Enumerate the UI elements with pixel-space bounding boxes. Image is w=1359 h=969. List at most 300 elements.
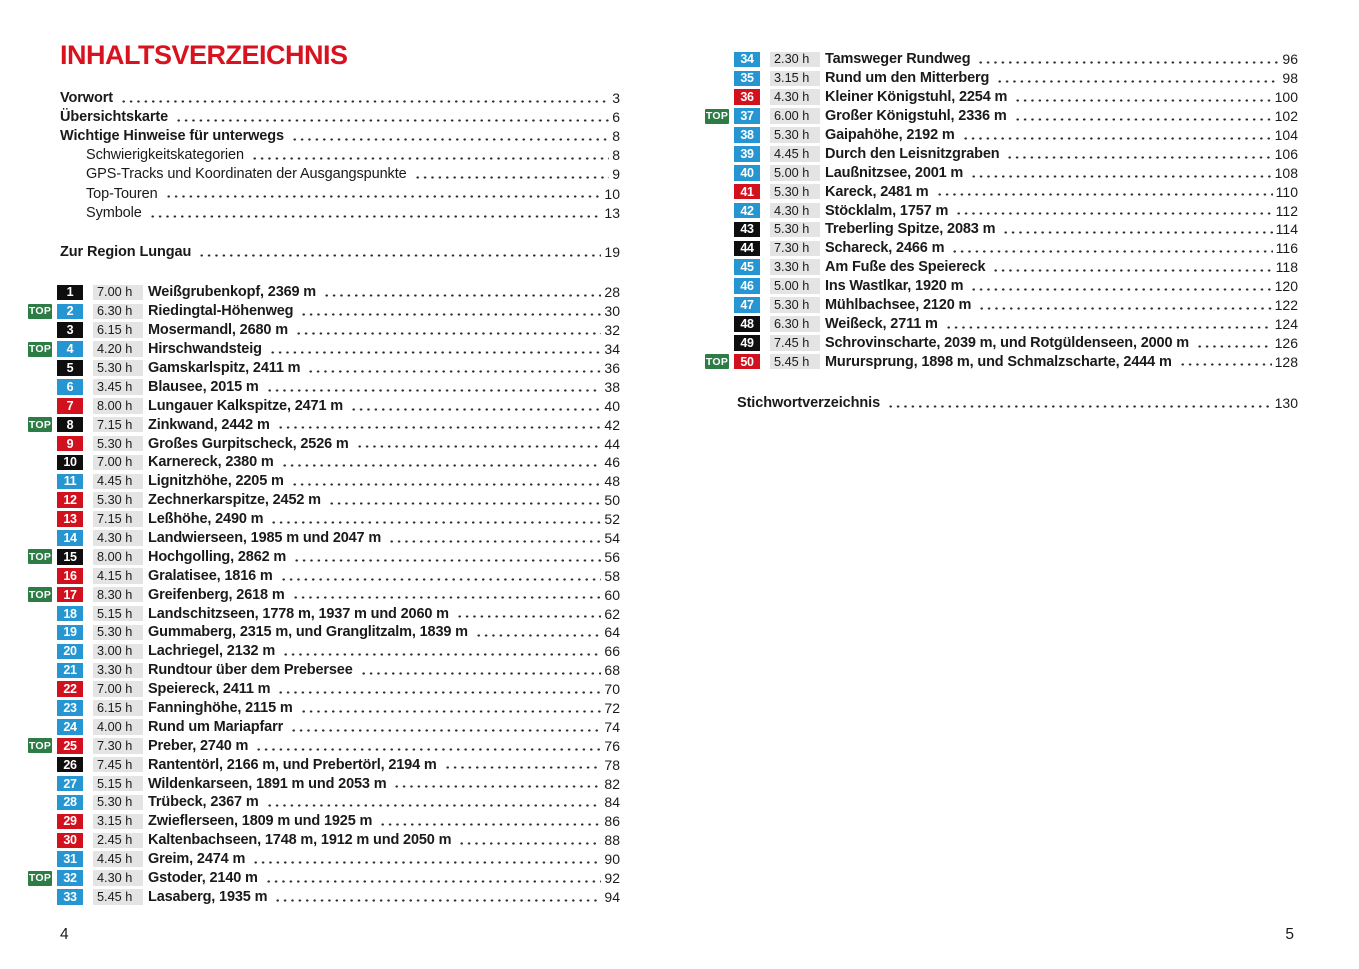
tour-row [705, 333, 1298, 352]
tour-row [705, 50, 1298, 69]
dot-leader [278, 566, 602, 585]
difficulty-badge: 41 [734, 184, 760, 200]
tour-row [28, 415, 620, 434]
dot-leader [358, 661, 602, 680]
tour-row [28, 547, 620, 566]
tour-row [28, 491, 620, 510]
dot-leader [968, 277, 1271, 296]
page-ref: 64 [604, 624, 620, 641]
tour-title: Mosermandl, 2680 m [148, 322, 288, 339]
tour-list-right [705, 50, 1298, 371]
page-ref: 70 [604, 681, 620, 698]
tour-row [28, 340, 620, 359]
duration-cell: 2.30 h [770, 52, 820, 68]
tour-title: Greim, 2474 m [148, 851, 246, 868]
tour-title: Trübeck, 2367 m [148, 794, 259, 811]
tour-row [28, 699, 620, 718]
dot-leader [280, 642, 601, 661]
tour-row [705, 144, 1298, 163]
difficulty-badge: 26 [57, 757, 83, 773]
tour-title: Zwieflerseen, 1809 m und 1925 m [148, 813, 373, 830]
duration-cell: 4.30 h [770, 89, 820, 105]
duration-cell: 7.30 h [93, 738, 143, 754]
tour-title: Rantentörl, 2166 m, und Prebertörl, 2194 m [148, 756, 437, 773]
top-badge: TOP [28, 305, 52, 318]
top-badge-slot [28, 587, 57, 602]
tour-row [705, 296, 1298, 315]
dot-leader [249, 146, 609, 165]
dot-leader [976, 296, 1271, 315]
difficulty-badge: 18 [57, 606, 83, 622]
page-ref: 96 [1282, 51, 1298, 68]
tour-title: Zinkwand, 2442 m [148, 416, 270, 433]
duration-cell: 2.45 h [93, 833, 143, 849]
tour-title: Wildenkarseen, 1891 m und 2053 m [148, 775, 387, 792]
front-matter-row [28, 107, 620, 126]
front-matter-row [28, 184, 620, 203]
dot-leader [321, 283, 601, 302]
toc-entry-label: Übersichtskarte [60, 108, 169, 125]
difficulty-badge: 45 [734, 259, 760, 275]
tour-title: Rund um Mariapfarr [148, 718, 284, 735]
duration-cell: 7.45 h [93, 757, 143, 773]
duration-cell: 4.15 h [93, 568, 143, 584]
page-ref: 78 [604, 756, 620, 773]
page-ref: 52 [604, 511, 620, 528]
page-ref: 88 [604, 832, 620, 849]
dot-leader [1012, 88, 1271, 107]
tour-row [28, 680, 620, 699]
duration-cell: 5.00 h [770, 165, 820, 181]
tour-row [28, 736, 620, 755]
tour-row [705, 126, 1298, 145]
top-badge: TOP [28, 418, 52, 431]
duration-cell: 3.30 h [770, 259, 820, 275]
tour-row [28, 302, 620, 321]
page-ref: 38 [604, 378, 620, 395]
tour-title: Landwierseen, 1985 m und 2047 m [148, 530, 382, 547]
dot-leader [1194, 333, 1272, 352]
page-ref: 98 [1282, 70, 1298, 87]
dot-leader [163, 184, 602, 203]
page-ref: 72 [604, 700, 620, 717]
difficulty-badge: 47 [734, 297, 760, 313]
dot-leader [442, 755, 602, 774]
tour-title: Gstoder, 2140 m [148, 870, 258, 887]
dot-leader [298, 302, 601, 321]
difficulty-badge: 30 [57, 833, 83, 849]
difficulty-badge: 5 [57, 360, 83, 376]
page-ref: 54 [604, 530, 620, 547]
dot-leader [272, 888, 601, 907]
tour-row [28, 888, 620, 907]
duration-cell: 5.15 h [93, 606, 143, 622]
top-badge: TOP [28, 588, 52, 601]
difficulty-badge: 14 [57, 530, 83, 546]
tour-row [28, 472, 620, 491]
duration-cell: 7.45 h [770, 335, 820, 351]
dot-leader [268, 510, 601, 529]
dot-leader [263, 869, 602, 888]
difficulty-badge: 37 [734, 108, 760, 124]
page-ref: 10 [604, 185, 620, 202]
dot-leader [975, 50, 1279, 69]
difficulty-badge: 29 [57, 814, 83, 830]
tour-title: Kareck, 2481 m [825, 183, 929, 200]
difficulty-badge: 1 [57, 285, 83, 301]
page-ref: 32 [604, 322, 620, 339]
tour-row [28, 566, 620, 585]
dot-leader [934, 182, 1273, 201]
tour-list-left [28, 283, 620, 906]
tour-title: Gralatisee, 1816 m [148, 567, 273, 584]
dot-leader [960, 126, 1272, 145]
tour-title: Mühlbachsee, 2120 m [825, 297, 972, 314]
dot-leader [267, 340, 602, 359]
difficulty-badge: 42 [734, 203, 760, 219]
page-ref: 28 [604, 284, 620, 301]
duration-cell: 4.45 h [770, 146, 820, 162]
duration-cell: 5.15 h [93, 776, 143, 792]
dot-leader [253, 736, 601, 755]
page-ref: 116 [1275, 240, 1298, 257]
page-ref: 74 [604, 718, 620, 735]
difficulty-badge: 7 [57, 398, 83, 414]
tour-row [28, 604, 620, 623]
index-section-row [705, 394, 1298, 413]
dot-leader [1000, 220, 1272, 239]
page-ref: 68 [604, 662, 620, 679]
difficulty-badge: 48 [734, 316, 760, 332]
page-ref: 126 [1274, 334, 1298, 351]
difficulty-badge: 27 [57, 776, 83, 792]
difficulty-badge: 46 [734, 278, 760, 294]
dot-leader [354, 434, 602, 453]
difficulty-badge: 31 [57, 851, 83, 867]
index-line-row [705, 394, 1298, 413]
duration-cell: 5.30 h [93, 360, 143, 376]
tour-title: Lasaberg, 1935 m [148, 888, 268, 905]
difficulty-badge: 40 [734, 165, 760, 181]
dot-leader [264, 377, 602, 396]
difficulty-badge: 11 [57, 474, 83, 490]
top-badge-slot [705, 354, 734, 369]
front-matter-row [28, 165, 620, 184]
tour-row [28, 812, 620, 831]
page-ref: 128 [1274, 353, 1298, 370]
duration-cell: 5.00 h [770, 278, 820, 294]
top-badge-slot [705, 109, 734, 124]
page-ref: 66 [604, 643, 620, 660]
duration-cell: 5.30 h [93, 795, 143, 811]
page-ref: 3 [612, 89, 620, 106]
page-ref: 94 [604, 888, 620, 905]
duration-cell: 4.45 h [93, 474, 143, 490]
page-ref: 56 [604, 548, 620, 565]
page-ref: 13 [604, 204, 620, 221]
page-ref: 122 [1274, 297, 1298, 314]
top-badge-slot [28, 549, 57, 564]
tour-row [28, 321, 620, 340]
page-ref: 76 [604, 737, 620, 754]
tour-title: Blausee, 2015 m [148, 378, 259, 395]
dot-leader [173, 107, 609, 126]
tour-title: Kaltenbachseen, 1748 m, 1912 m und 2050 m [148, 832, 452, 849]
difficulty-badge: 13 [57, 511, 83, 527]
top-badge-slot [28, 871, 57, 886]
region-line-row [28, 243, 620, 262]
duration-cell: 3.00 h [93, 644, 143, 660]
tour-title: Durch den Leisnitzgraben [825, 145, 1000, 162]
page-ref: 44 [604, 435, 620, 452]
page-ref: 104 [1274, 127, 1298, 143]
front-matter-row [28, 146, 620, 165]
duration-cell: 6.00 h [770, 108, 820, 124]
page-ref: 30 [604, 303, 620, 320]
duration-cell: 5.30 h [93, 436, 143, 452]
dot-leader [279, 453, 602, 472]
difficulty-badge: 8 [57, 417, 83, 433]
duration-cell: 5.45 h [93, 889, 143, 905]
dot-leader [943, 314, 1272, 333]
toc-entry-label: GPS-Tracks und Koordinaten der Ausgangspunkte [86, 166, 407, 183]
tour-title: Großes Gurpitscheck, 2526 m [148, 435, 349, 452]
page-ref: 82 [604, 775, 620, 792]
dot-leader [1004, 144, 1271, 163]
tour-title: Lachriegel, 2132 m [148, 643, 276, 660]
dot-leader [473, 623, 602, 642]
tour-row [28, 774, 620, 793]
difficulty-badge: 12 [57, 492, 83, 508]
dot-leader [456, 831, 601, 850]
tour-title: Gaipahöhe, 2192 m [825, 127, 955, 143]
tour-title: Laußnitzsee, 2001 m [825, 164, 964, 181]
dot-leader [290, 585, 602, 604]
tour-title: Fanninghöhe, 2115 m [148, 700, 293, 717]
tour-title: Landschitzseen, 1778 m, 1937 m und 2060 m [148, 605, 449, 622]
toc-entry-label: Vorwort [60, 89, 114, 106]
difficulty-badge: 39 [734, 146, 760, 162]
top-badge: TOP [28, 872, 52, 885]
page-ref: 8 [612, 127, 620, 144]
difficulty-badge: 22 [57, 681, 83, 697]
dot-leader [885, 394, 1272, 413]
tour-row [28, 359, 620, 378]
duration-cell: 5.30 h [770, 297, 820, 313]
dot-leader [118, 88, 609, 107]
duration-cell: 6.30 h [770, 316, 820, 332]
tour-title: Leßhöhe, 2490 m [148, 511, 264, 528]
dot-leader [196, 243, 601, 262]
tour-row [705, 107, 1298, 126]
front-matter-row [28, 203, 620, 222]
toc-entry-label: Stichwortverzeichnis [737, 395, 881, 412]
page-ref: 48 [604, 473, 620, 490]
tour-title: Ins Wastlkar, 1920 m [825, 278, 964, 295]
duration-cell: 5.30 h [770, 184, 820, 200]
difficulty-badge: 28 [57, 795, 83, 811]
tour-row [28, 717, 620, 736]
duration-cell: 6.15 h [93, 700, 143, 716]
tour-row [28, 510, 620, 529]
duration-cell: 5.30 h [770, 127, 820, 143]
tour-row [28, 850, 620, 869]
tour-row [28, 642, 620, 661]
tour-title: Schareck, 2466 m [825, 240, 945, 257]
tour-row [705, 352, 1298, 371]
dot-leader [289, 126, 609, 145]
tour-title: Stöcklalm, 1757 m [825, 202, 949, 219]
dot-leader [293, 321, 601, 340]
difficulty-badge: 34 [734, 52, 760, 68]
duration-cell: 4.00 h [93, 719, 143, 735]
duration-cell: 5.45 h [770, 354, 820, 370]
dot-leader [1012, 107, 1272, 126]
tour-row [28, 755, 620, 774]
top-badge-slot [28, 342, 57, 357]
tour-row [28, 793, 620, 812]
page-ref: 100 [1274, 89, 1298, 106]
difficulty-badge: 3 [57, 322, 83, 338]
page-ref: 108 [1274, 164, 1298, 181]
difficulty-badge: 33 [57, 889, 83, 905]
page-ref: 8 [612, 147, 620, 164]
tour-title: Hochgolling, 2862 m [148, 548, 287, 565]
dot-leader [1177, 352, 1272, 371]
dot-leader [305, 359, 601, 378]
tour-row [705, 69, 1298, 88]
difficulty-badge: 43 [734, 222, 760, 238]
dot-leader [412, 165, 610, 184]
tour-row [705, 239, 1298, 258]
top-badge: TOP [28, 343, 52, 356]
difficulty-badge: 17 [57, 587, 83, 603]
dot-leader [968, 163, 1271, 182]
page-ref: 102 [1274, 108, 1298, 125]
duration-cell: 3.30 h [93, 663, 143, 679]
page-ref: 34 [604, 341, 620, 358]
page-ref: 130 [1274, 395, 1298, 412]
duration-cell: 8.00 h [93, 549, 143, 565]
difficulty-badge: 15 [57, 549, 83, 565]
duration-cell: 4.20 h [93, 341, 143, 357]
duration-cell: 3.15 h [93, 814, 143, 830]
difficulty-badge: 35 [734, 71, 760, 87]
page-ref: 86 [604, 813, 620, 830]
dot-leader [264, 793, 602, 812]
difficulty-badge: 50 [734, 354, 760, 370]
dot-leader [949, 239, 1272, 258]
dot-leader [326, 491, 602, 510]
right-page [705, 0, 1298, 969]
page-number-left: 4 [60, 926, 69, 943]
page-ref: 60 [604, 586, 620, 603]
front-matter-row [28, 88, 620, 107]
difficulty-badge: 9 [57, 436, 83, 452]
page-ref: 118 [1275, 259, 1298, 276]
difficulty-badge: 36 [734, 89, 760, 105]
difficulty-badge: 44 [734, 241, 760, 257]
dot-leader [275, 680, 601, 699]
tour-row [28, 529, 620, 548]
tour-row [28, 831, 620, 850]
tour-title: Gummaberg, 2315 m, und Granglitzalm, 1839 m [148, 624, 468, 641]
duration-cell: 7.15 h [93, 511, 143, 527]
page-ref: 36 [604, 360, 620, 376]
tour-title: Lignitzhöhe, 2205 m [148, 473, 284, 490]
duration-cell: 3.45 h [93, 379, 143, 395]
duration-cell: 7.00 h [93, 681, 143, 697]
toc-entry-label: Schwierigkeitskategorien [86, 147, 244, 164]
dot-leader [953, 201, 1272, 220]
region-section-row [28, 243, 620, 262]
top-badge: TOP [705, 110, 729, 123]
tour-title: Murursprung, 1898 m, und Schmalzscharte, 2444 m [825, 353, 1172, 370]
tour-title: Lungauer Kalkspitze, 2471 m [148, 397, 343, 414]
duration-cell: 7.15 h [93, 417, 143, 433]
toc-entry-label: Zur Region Lungau [60, 244, 192, 261]
duration-cell: 8.30 h [93, 587, 143, 603]
tour-title: Zechnerkarspitze, 2452 m [148, 492, 321, 509]
tour-title: Weißgrubenkopf, 2369 m [148, 284, 317, 301]
page-ref: 50 [604, 492, 620, 509]
duration-cell: 4.30 h [770, 203, 820, 219]
difficulty-badge: 32 [57, 870, 83, 886]
tour-row [705, 220, 1298, 239]
tour-row [705, 201, 1298, 220]
page-ref: 90 [604, 851, 620, 868]
top-badge-slot [28, 304, 57, 319]
top-badge: TOP [28, 550, 52, 563]
duration-cell: 4.30 h [93, 870, 143, 886]
tour-row [705, 314, 1298, 333]
tour-row [28, 661, 620, 680]
tour-row [28, 396, 620, 415]
tour-title: Tamsweger Rundweg [825, 51, 971, 68]
duration-cell: 7.00 h [93, 455, 143, 471]
dot-leader [147, 203, 602, 222]
duration-cell: 6.15 h [93, 322, 143, 338]
page-ref: 114 [1275, 221, 1298, 238]
page-ref: 110 [1275, 183, 1298, 200]
dot-leader [288, 717, 601, 736]
tour-row [705, 182, 1298, 201]
difficulty-badge: 38 [734, 127, 760, 143]
duration-cell: 7.30 h [770, 241, 820, 257]
tour-title: Gamskarlspitz, 2411 m [148, 360, 301, 376]
page-ref: 9 [612, 166, 620, 183]
tour-row [28, 869, 620, 888]
difficulty-badge: 24 [57, 719, 83, 735]
duration-cell: 4.30 h [93, 530, 143, 546]
page-ref: 58 [604, 567, 620, 584]
page-ref: 112 [1275, 202, 1298, 219]
dot-leader [990, 258, 1272, 277]
tour-row [705, 88, 1298, 107]
tour-title: Hirschwandsteig [148, 341, 262, 358]
difficulty-badge: 16 [57, 568, 83, 584]
difficulty-badge: 19 [57, 625, 83, 641]
tour-row [28, 585, 620, 604]
page-number-right: 5 [1285, 926, 1294, 943]
tour-row [28, 283, 620, 302]
page-ref: 46 [604, 454, 620, 471]
page-ref: 124 [1274, 315, 1298, 332]
duration-cell: 7.00 h [93, 285, 143, 301]
tour-title: Greifenberg, 2618 m [148, 586, 285, 603]
dot-leader [391, 774, 601, 793]
tour-title: Rundtour über dem Prebersee [148, 662, 353, 679]
